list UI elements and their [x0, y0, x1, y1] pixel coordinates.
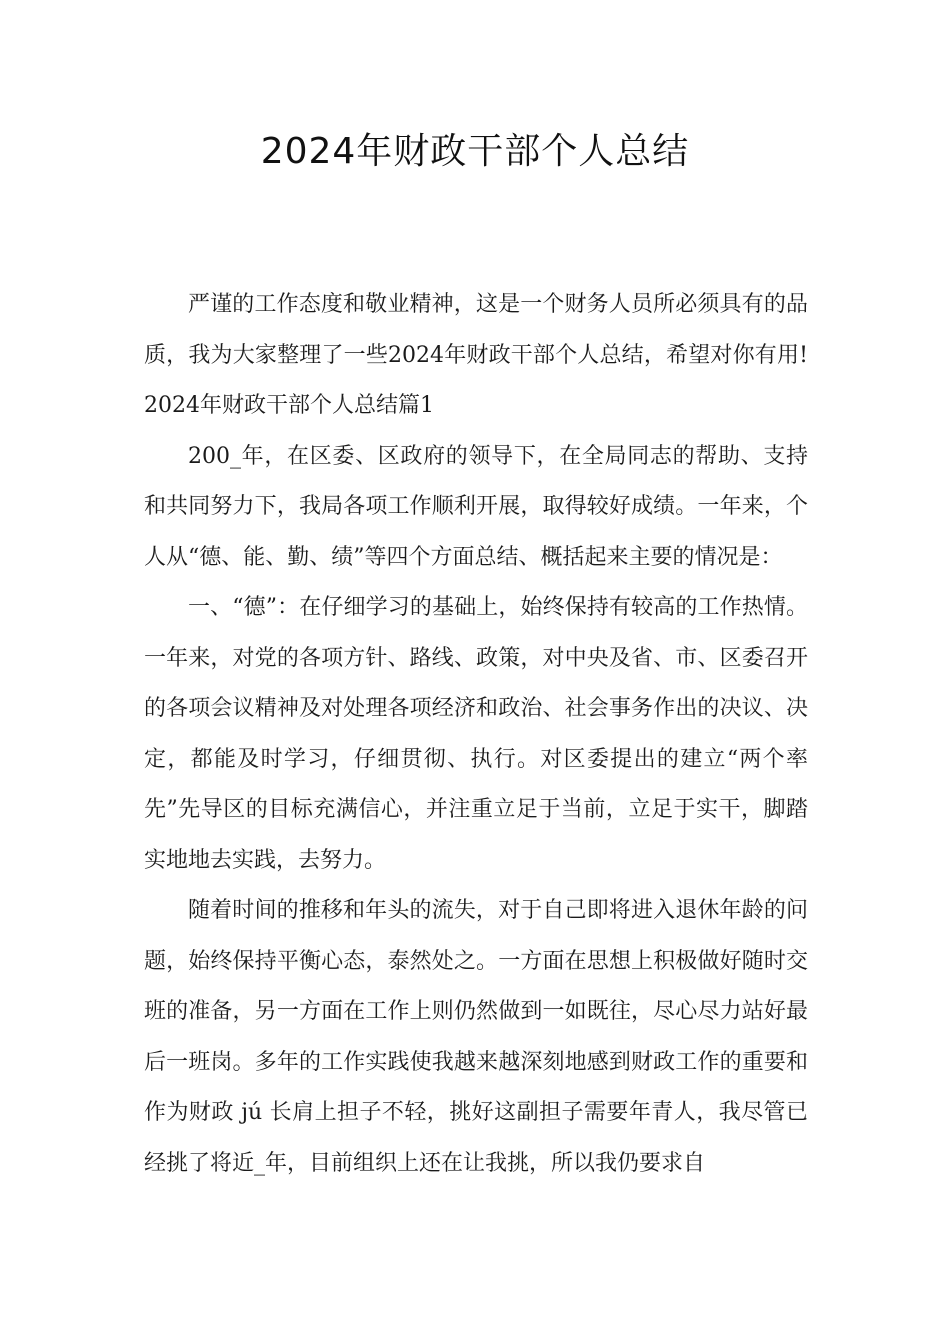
- paragraph-intro: 严谨的工作态度和敬业精神，这是一个财务人员所必须具有的品质，我为大家整理了一些2024年财政干部个人总结，希望对你有用!2024年财政干部个人总结篇1: [144, 292, 808, 418]
- paragraph-retirement: 随着时间的推移和年头的流失，对于自己即将进入退休年龄的问题，始终保持平衡心态，泰然处之。一方面在思想上积极做好随时交班的准备，另一方面在工作上则仍然做到一如既往，尽心尽力站好最后一班岗。多年的工作实践使我越来越深刻地感到财政工作的重要和作为财政 jú 长肩上担子不轻，挑好这副担子需要年青人，我尽管已经挑了将近_年，目前组织上还在让我挑，所以我仍要求自: [144, 898, 808, 1176]
- document-body: [144, 280, 808, 1189]
- paragraph-virtue: 一、“德”：在仔细学习的基础上，始终保持有较高的工作热情。一年来，对党的各项方针、路线、政策，对中央及省、市、区委召开的各项会议精神及对处理各项经济和政治、社会事务作出的决议、决定，都能及时学习，仔细贯彻、执行。对区委提出的建立“两个率先”先导区的目标充满信心，并注重立足于当前，立足于实干，脚踏实地地去实践，去努力。: [144, 595, 808, 873]
- paragraph-year-summary: 200_年，在区委、区政府的领导下，在全局同志的帮助、支持和共同努力下，我局各项工作顺利开展，取得较好成绩。一年来，个人从“德、能、勤、绩”等四个方面总结、概括起来主要的情况是：: [144, 443, 808, 570]
- document-title: 2024年财政干部个人总结: [260, 131, 690, 172]
